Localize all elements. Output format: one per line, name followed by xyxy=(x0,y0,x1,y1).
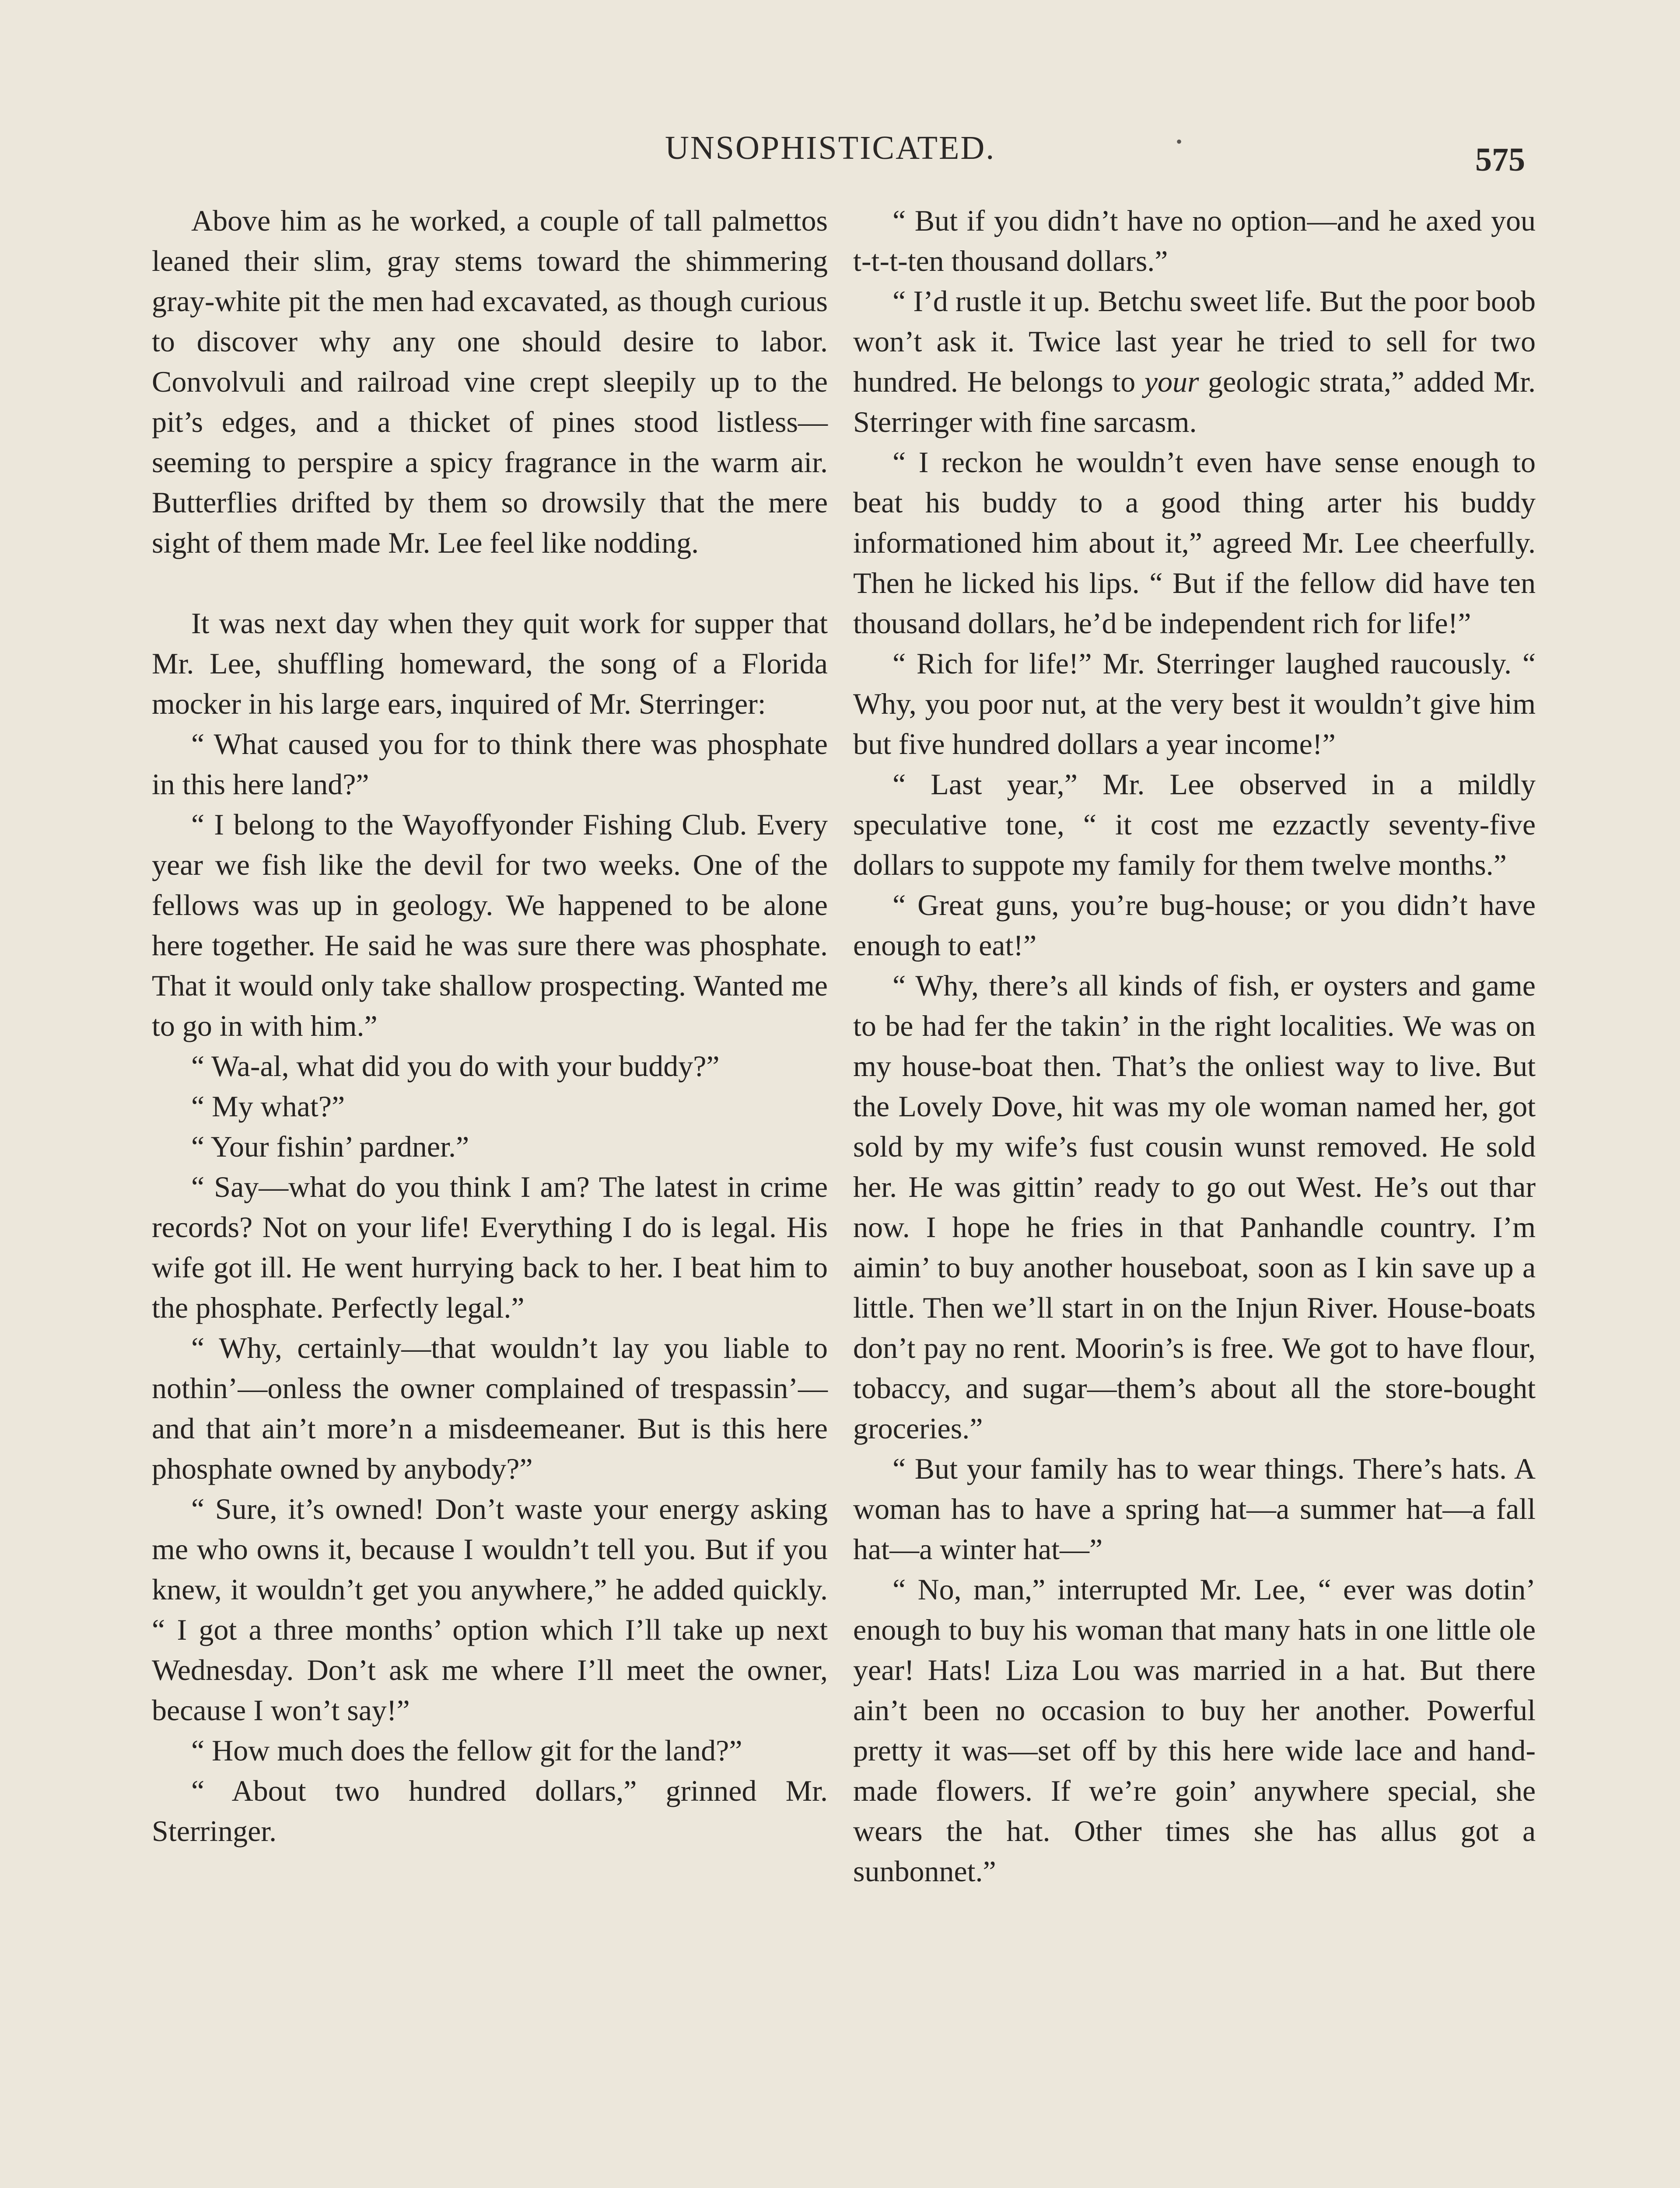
paragraph: “ Wa-al, what did you do with your buddy?” xyxy=(191,1049,720,1083)
paragraph: “ About two hundred dollars,” grinned Mr. Sterringer. xyxy=(152,1774,828,1848)
paragraph: “ Last year,” Mr. Lee observed in a mildly speculative tone, “ it cost me ezzactly seventy-five dollars to suppote my family for them twelve months.” xyxy=(853,768,1536,881)
running-head-title: UNSOPHISTICATED. xyxy=(665,130,996,166)
paragraph: “ Say—what do you think I am? The latest in crime records? Not on your life! Everything I do is legal. His wife got ill. He went hurrying back to her. I beat him to the phosphate. Perfectly legal.” xyxy=(152,1170,828,1324)
paragraph: “ My what?” xyxy=(191,1090,345,1123)
paragraph: “ Why, certainly—that wouldn’t lay you liable to nothin’—onless the owner complained of trespassin’—and that ain’t more’n a misdeemeaner. But is this here phosphate owned by anybody?” xyxy=(152,1331,828,1485)
right-text-column xyxy=(853,200,1536,1891)
paragraph: “ What caused you for to think there was phosphate in this here land?” xyxy=(152,727,828,801)
paragraph: It was next day when they quit work for supper that Mr. Lee, shuffling homeward, the song of a Florida mocker in his large ears, inquired of Mr. Sterringer: xyxy=(152,607,828,720)
paragraph: “ How much does the fellow git for the land?” xyxy=(191,1734,742,1767)
paragraph-text: “ I’d rustle it up. Betchu sweet life. But the poor boob won’t ask it. Twice last year he tried to sell for two hundred. He belongs to xyxy=(853,284,1536,398)
paragraph: “ Sure, it’s owned! Don’t waste your energy asking me who owns it, because I wouldn’t tell you. But if you knew, it wouldn’t get you anywhere,” he added quickly. “ I got a three months’ option which I’ll take up next Wednesday. Don’t ask me where I’ll meet the owner, because I won’t say!” xyxy=(152,1492,828,1727)
paragraph xyxy=(853,281,1536,442)
paragraph: “ No, man,” interrupted Mr. Lee, “ ever was dotin’ enough to buy his woman that many hats in one little ole year! Hats! Liza Lou was married in a hat. But there ain’t been no occasion to buy her another. Powerful pretty it was—set off by this here wide lace and hand-made flowers. If we’re goin’ anywhere special, she wears the hat. Other times she has allus got a sunbonnet.” xyxy=(853,1573,1536,1888)
paragraph: “ Your fishin’ pardner.” xyxy=(191,1130,469,1163)
italic-word: your xyxy=(1144,365,1199,398)
paragraph: Above him as he worked, a couple of tall palmettos leaned their slim, gray stems toward the shimmering gray-white pit the men had excavated, as though curious to discover why any one should desire to labor. Convolvuli and railroad vine crept sleepily up to the pit’s edges, and a thicket of pines stood listless—seeming to perspire a spicy fragrance in the warm air. Butterflies drifted by them so drowsily that the mere sight of them made Mr. Lee feel like nodding. xyxy=(152,204,828,559)
running-head-dot: • xyxy=(1176,132,1183,151)
paragraph: “ Why, there’s all kinds of fish, er oysters and game to be had fer the takin’ in the right localities. We was on my house-boat then. That’s the onliest way to live. But the Lovely Dove, hit was my ole woman named her, got sold by my wife’s fust cousin wunst removed. He sold her. He was gittin’ ready to go out West. He’s out thar now. I hope he fries in that Panhandle country. I’m aimin’ to buy another houseboat, soon as I kin save up a little. Then we’ll start in on the Injun River. House-boats don’t pay no rent. Moorin’s is free. We got to have flour, tobaccy, and sugar—them’s about all the store-bought groceries.” xyxy=(853,969,1536,1445)
paragraph: “ I belong to the Wayoffyonder Fishing Club. Every year we fish like the devil for two weeks. One of the fellows was up in geology. We happened to be alone here together. He said he was sure there was phosphate. That it would only take shallow prospecting. Wanted me to go in with him.” xyxy=(152,808,828,1042)
paragraph: “ Rich for life!” Mr. Sterringer laughed raucously. “ Why, you poor nut, at the very best it wouldn’t give him but five hundred dollars a year income!” xyxy=(853,647,1536,761)
page-number: 575 xyxy=(1475,141,1525,178)
left-text-column xyxy=(152,200,828,1851)
paragraph: “ But if you didn’t have no option—and he axed you t-t-t-ten thousand dollars.” xyxy=(853,204,1536,277)
paragraph: “ Great guns, you’re bug-house; or you didn’t have enough to eat!” xyxy=(853,888,1536,962)
paragraph: “ But your family has to wear things. There’s hats. A woman has to have a spring hat—a summer hat—a fall hat—a winter hat—” xyxy=(853,1452,1536,1566)
paragraph-text: geologic strata,” added Mr. Sterringer with fine sarcasm. xyxy=(853,365,1536,438)
paragraph: “ I reckon he wouldn’t even have sense enough to beat his buddy to a good thing arter his buddy informationed him about it,” agreed Mr. Lee cheerfully. Then he licked his lips. “ But if the fellow did have ten thousand dollars, he’d be independent rich for life!” xyxy=(853,445,1536,640)
